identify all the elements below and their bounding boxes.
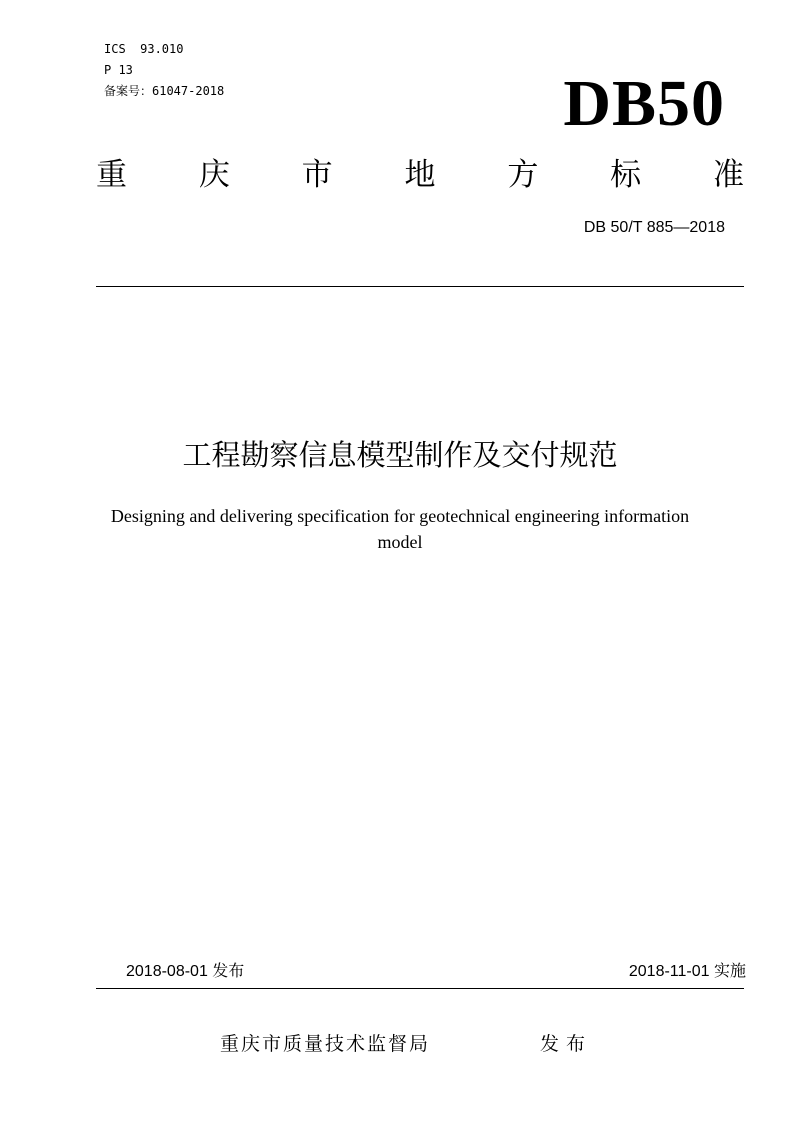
bottom-divider [96,988,744,989]
standard-type-char: 庆 [198,157,230,193]
publisher-action: 发布 [540,1033,593,1055]
title-chinese: 工程勘察信息模型制作及交付规范 [182,438,618,472]
issue-date: 2018-08-01 [126,963,208,980]
standard-type-char: 重 [96,157,127,193]
classification-code: P 13 [104,63,133,77]
issue-date-line [126,960,244,983]
title-english: Designing and delivering specification for geotechnical engineering information model [110,506,690,552]
standard-type-char: 方 [507,157,539,193]
ics-code: ICS 93.010 [104,42,184,56]
implementation-date: 2018-11-01 [628,963,710,980]
filing-number: 备案号：61047-2018 [104,84,225,98]
implementation-date-line [560,960,746,983]
implementation-label: 实施 [713,961,746,980]
standard-type-char: 地 [404,157,436,193]
publisher-name: 重庆市质量技术监督局 [220,1033,431,1055]
issue-label: 发布 [212,961,245,980]
standard-type-heading [96,152,744,198]
standard-type-char: 准 [712,157,744,193]
standard-number: DB 50/T 885—2018 [583,219,725,236]
standard-type-char: 标 [610,157,642,193]
top-divider [96,286,744,287]
standard-type-char: 市 [301,157,333,193]
standard-code-logo: DB50 [563,67,725,140]
